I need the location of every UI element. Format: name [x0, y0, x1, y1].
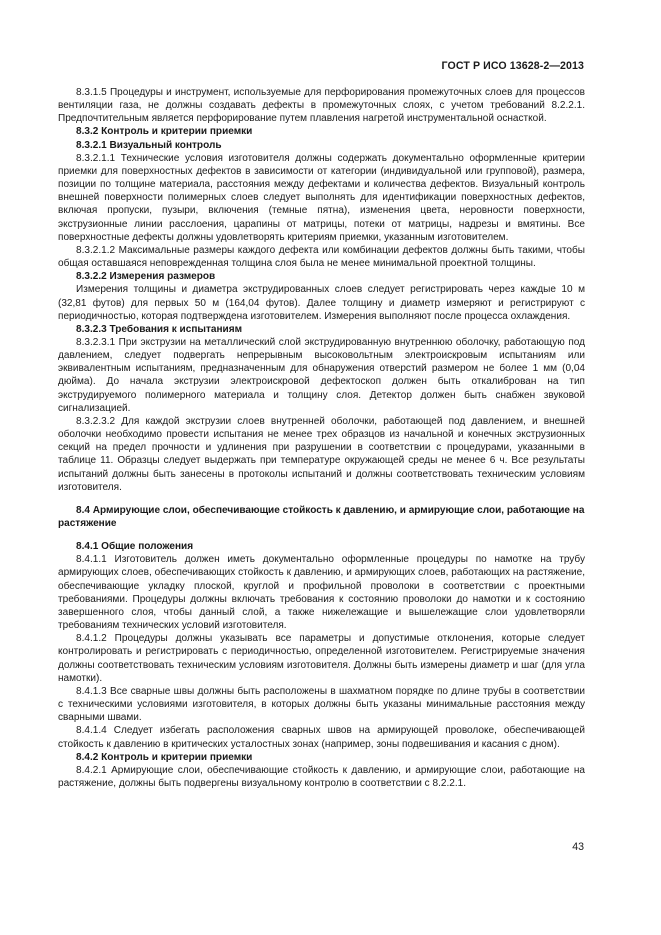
paragraph-8-3-2-1-1: 8.3.2.1.1 Технические условия изготовителя должны содержать документально оформленные критерии приемки для поверхностных дефектов в зависимости от категории (индивидуальной или групповой), размера, позиции по толщине материала, расстояния между дефектами и количества дефектов. Визуальный контроль внешней поверхности полимерных слоев следует выполнять для идентификации поверхностных дефектов, включая пропуски, пузыри, включения (темные пятна), изменения цвета, неровности поверхности, экструзионные линии расслоения, царапины от матрицы, потеки от матрицы, надрезы и вмятины. Все поверхностные дефекты должны удовлетворять критериям приемки, указанным изготовителем.: [58, 152, 585, 243]
paragraph-8-4-1-2: 8.4.1.2 Процедуры должны указывать все параметры и допустимые отклонения, которые следует контролировать и регистрировать с периодичностью, определенной изготовителем. Регистрируемые значения должны соответствовать техническим условиям изготовителя. Должны быть измерены диаметр и шаг (для угла намотки).: [58, 633, 585, 684]
document-body: [58, 86, 585, 790]
paragraph-8-4-2-1: 8.4.2.1 Армирующие слои, обеспечивающие стойкость к давлению, и армирующие слои, работающие на растяжение, должны быть подвергены визуальному контролю в соответствии с 8.2.2.1.: [58, 764, 585, 789]
heading-8-4: 8.4 Армирующие слои, обеспечивающие стойкость к давлению, и армирующие слои, работающие на растяжение: [58, 504, 585, 529]
paragraph-8-4-1-4: 8.4.1.4 Следует избегать расположения сварных швов на армирующей проволоке, обеспечивающей стойкость к давлению в критических усталостных зонах (например, зоны подвешивания и касания с дном).: [58, 725, 585, 750]
paragraph-measurements: Измерения толщины и диаметра экструдированных слоев следует регистрировать через каждые 10 м (32,81 футов) для первых 50 м (164,04 футов). Далее толщину и диаметр измеряют и регистрируют с периодичностью, которая подтверждена изготовителем. Измерения выполняют после процесса охлаждения.: [58, 284, 585, 322]
heading-8-4-1: 8.4.1 Общие положения: [76, 541, 194, 553]
paragraph-8-4-1-1: 8.4.1.1 Изготовитель должен иметь документально оформленные процедуры по намотке на трубу армирующих слоев, обеспечивающих стойкость к давлению, и армирующих слоев, работающих на растяжение, обеспечивающие укладку плоской, круглой и профильной проволоки в соответствии с проектными требованиями. Процедуры должны включать требования к состоянию проволоки до намотки и к состоянию завершенного слоя, чтобы данный слой, а также нижележащие и вышележащие слои удовлетворяли требованиям технических условий изготовителя.: [58, 554, 585, 632]
paragraph-8-3-2-3-1: 8.3.2.3.1 При экструзии на металлический слой экструдированную внутреннюю оболочку, работающую под давлением, следует подвергать непрерывным высоковольтным электроискровым испытаниям или эквивалентным испытаниям, предназначенным для обнаружения отверстий размером не более 1 мм (0,04 дюйма). До начала экструзии электроискровой дефектоскоп должен быть откалиброван на тип экструдируемого полимерного материала и толщину слоя. Детектор должен быть снабжен звуковой сигнализацией.: [58, 336, 585, 414]
heading-8-3-2-2: 8.3.2.2 Измерения размеров: [76, 271, 216, 283]
paragraph-8-3-2-3-2: 8.3.2.3.2 Для каждой экструзии слоев внутренней оболочки, работающей под давлением, и внешней оболочки необходимо провести испытания не менее трех образцов из начальной и конечных экструзионных секций на предел прочности и удлинения при разрушении в соответствии с процедурами, указанными в таблице 11. Образцы следует выдержать при температуре окружающей среды не менее 6 ч. Все результаты испытаний должны быть занесены в протоколы испытаний и должны соответствовать техническим условиям изготовителя.: [58, 415, 585, 493]
heading-8-4-2: 8.4.2 Контроль и критерии приемки: [76, 751, 253, 763]
heading-8-3-2: 8.3.2 Контроль и критерии приемки: [76, 126, 253, 138]
heading-8-3-2-1: 8.3.2.1 Визуальный контроль: [76, 139, 222, 151]
paragraph-8-3-1-5: 8.3.1.5 Процедуры и инструмент, используемые для перфорирования промежуточных слоев для процессов вентиляции газа, не должны создавать дефекты в промежуточных слоях, с учетом требований 8.2.2.1. Предпочтительным является перфорирование путем плавления нагретой инструментальной оснасткой.: [58, 87, 585, 125]
page-number: 43: [572, 841, 584, 853]
heading-8-3-2-3: 8.3.2.3 Требования к испытаниям: [76, 323, 243, 335]
paragraph-8-3-2-1-2: 8.3.2.1.2 Максимальные размеры каждого дефекта или комбинации дефектов должны быть такими, чтобы общая оставшаяся неповрежденная толщина слоя была не менее минимальной проектной толщины.: [58, 244, 585, 270]
paragraph-8-4-1-3: 8.4.1.3 Все сварные швы должны быть расположены в шахматном порядке по длине трубы в соответствии с техническими условиями изготовителя, в которых должны быть указаны минимальные расстояния между сварными швами.: [58, 685, 585, 724]
document-header: ГОСТ Р ИСО 13628-2—2013: [441, 60, 584, 72]
